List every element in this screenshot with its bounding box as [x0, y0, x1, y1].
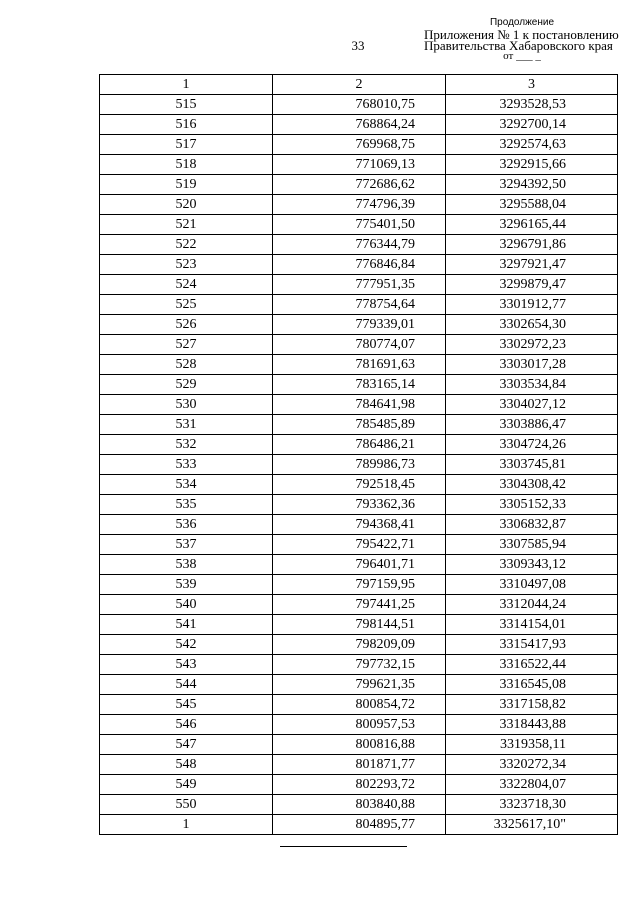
x-coordinate-cell: 795422,71 [273, 535, 446, 555]
page-number: 33 [351, 38, 365, 53]
table-row [100, 615, 618, 635]
x-coordinate-cell: 793362,36 [273, 495, 446, 515]
point-number-cell: 542 [100, 635, 273, 655]
y-coordinate-cell: 3309343,12 [446, 555, 618, 575]
point-number-cell: 521 [100, 215, 273, 235]
y-coordinate-cell: 3296791,86 [446, 235, 618, 255]
y-coordinate-cell: 3304308,42 [446, 475, 618, 495]
table-row [100, 535, 618, 555]
point-number-cell: 534 [100, 475, 273, 495]
point-number-cell: 1 [100, 815, 273, 835]
y-coordinate-cell: 3302972,23 [446, 335, 618, 355]
x-coordinate-cell: 774796,39 [273, 195, 446, 215]
table-header-row [100, 75, 618, 95]
table-row [100, 455, 618, 475]
table-body [100, 95, 618, 835]
point-number-cell: 531 [100, 415, 273, 435]
point-number-cell: 538 [100, 555, 273, 575]
table-row [100, 235, 618, 255]
point-number-cell: 545 [100, 695, 273, 715]
point-number-cell: 524 [100, 275, 273, 295]
x-coordinate-cell: 804895,77 [273, 815, 446, 835]
x-coordinate-cell: 780774,07 [273, 335, 446, 355]
x-coordinate-cell: 792518,45 [273, 475, 446, 495]
table-row [100, 595, 618, 615]
y-coordinate-cell: 3318443,88 [446, 715, 618, 735]
y-coordinate-cell: 3296165,44 [446, 215, 618, 235]
header-appendix-line: Приложения № 1 к постановлению [424, 27, 619, 42]
table-row [100, 255, 618, 275]
table-row [100, 275, 618, 295]
point-number-cell: 523 [100, 255, 273, 275]
table-row [100, 795, 618, 815]
y-coordinate-cell: 3303886,47 [446, 415, 618, 435]
table-row [100, 555, 618, 575]
table-header [100, 75, 618, 95]
table-row [100, 315, 618, 335]
y-coordinate-cell: 3292915,66 [446, 155, 618, 175]
point-number-cell: 547 [100, 735, 273, 755]
point-number-cell: 530 [100, 395, 273, 415]
y-coordinate-cell: 3292700,14 [446, 115, 618, 135]
x-coordinate-cell: 800957,53 [273, 715, 446, 735]
x-coordinate-cell: 786486,21 [273, 435, 446, 455]
table-row [100, 575, 618, 595]
point-number-cell: 518 [100, 155, 273, 175]
x-coordinate-cell: 789986,73 [273, 455, 446, 475]
y-coordinate-cell: 3304027,12 [446, 395, 618, 415]
y-coordinate-cell: 3303745,81 [446, 455, 618, 475]
point-number-cell: 529 [100, 375, 273, 395]
table-row [100, 335, 618, 355]
y-coordinate-cell: 3301912,77 [446, 295, 618, 315]
coordinates-table [99, 74, 618, 835]
y-coordinate-cell: 3315417,93 [446, 635, 618, 655]
y-coordinate-cell: 3325617,10" [446, 815, 618, 835]
column-header-2: 2 [273, 75, 446, 95]
table-row [100, 115, 618, 135]
point-number-cell: 522 [100, 235, 273, 255]
point-number-cell: 537 [100, 535, 273, 555]
y-coordinate-cell: 3297921,47 [446, 255, 618, 275]
table-row [100, 415, 618, 435]
x-coordinate-cell: 778754,64 [273, 295, 446, 315]
y-coordinate-cell: 3316522,44 [446, 655, 618, 675]
y-coordinate-cell: 3294392,50 [446, 175, 618, 195]
table-row [100, 155, 618, 175]
x-coordinate-cell: 800816,88 [273, 735, 446, 755]
x-coordinate-cell: 797159,95 [273, 575, 446, 595]
y-coordinate-cell: 3305152,33 [446, 495, 618, 515]
point-number-cell: 516 [100, 115, 273, 135]
table-row [100, 775, 618, 795]
y-coordinate-cell: 3316545,08 [446, 675, 618, 695]
point-number-cell: 549 [100, 775, 273, 795]
x-coordinate-cell: 768010,75 [273, 95, 446, 115]
point-number-cell: 536 [100, 515, 273, 535]
table-row [100, 355, 618, 375]
point-number-cell: 543 [100, 655, 273, 675]
column-header-1: 1 [100, 75, 273, 95]
table-row [100, 735, 618, 755]
closing-underline [280, 846, 407, 847]
table-row [100, 655, 618, 675]
table-row [100, 295, 618, 315]
table-row [100, 675, 618, 695]
x-coordinate-cell: 775401,50 [273, 215, 446, 235]
header-date-line: от ___ _ [503, 50, 541, 62]
table-row [100, 515, 618, 535]
y-coordinate-cell: 3303017,28 [446, 355, 618, 375]
x-coordinate-cell: 768864,24 [273, 115, 446, 135]
y-coordinate-cell: 3306832,87 [446, 515, 618, 535]
x-coordinate-cell: 797732,15 [273, 655, 446, 675]
point-number-cell: 526 [100, 315, 273, 335]
x-coordinate-cell: 800854,72 [273, 695, 446, 715]
point-number-cell: 546 [100, 715, 273, 735]
x-coordinate-cell: 803840,88 [273, 795, 446, 815]
y-coordinate-cell: 3312044,24 [446, 595, 618, 615]
y-coordinate-cell: 3323718,30 [446, 795, 618, 815]
y-coordinate-cell: 3317158,82 [446, 695, 618, 715]
x-coordinate-cell: 772686,62 [273, 175, 446, 195]
x-coordinate-cell: 794368,41 [273, 515, 446, 535]
x-coordinate-cell: 769968,75 [273, 135, 446, 155]
point-number-cell: 517 [100, 135, 273, 155]
y-coordinate-cell: 3322804,07 [446, 775, 618, 795]
y-coordinate-cell: 3292574,63 [446, 135, 618, 155]
x-coordinate-cell: 796401,71 [273, 555, 446, 575]
point-number-cell: 532 [100, 435, 273, 455]
y-coordinate-cell: 3319358,11 [446, 735, 618, 755]
y-coordinate-cell: 3304724,26 [446, 435, 618, 455]
point-number-cell: 519 [100, 175, 273, 195]
point-number-cell: 544 [100, 675, 273, 695]
y-coordinate-cell: 3314154,01 [446, 615, 618, 635]
table-row [100, 135, 618, 155]
point-number-cell: 535 [100, 495, 273, 515]
x-coordinate-cell: 779339,01 [273, 315, 446, 335]
x-coordinate-cell: 798209,09 [273, 635, 446, 655]
y-coordinate-cell: 3293528,53 [446, 95, 618, 115]
table-row [100, 95, 618, 115]
table-row [100, 215, 618, 235]
table-row [100, 635, 618, 655]
table-row [100, 815, 618, 835]
table-row [100, 195, 618, 215]
column-header-3: 3 [446, 75, 618, 95]
point-number-cell: 527 [100, 335, 273, 355]
x-coordinate-cell: 781691,63 [273, 355, 446, 375]
x-coordinate-cell: 798144,51 [273, 615, 446, 635]
x-coordinate-cell: 784641,98 [273, 395, 446, 415]
x-coordinate-cell: 801871,77 [273, 755, 446, 775]
x-coordinate-cell: 785485,89 [273, 415, 446, 435]
point-number-cell: 533 [100, 455, 273, 475]
y-coordinate-cell: 3302654,30 [446, 315, 618, 335]
table-row [100, 435, 618, 455]
y-coordinate-cell: 3320272,34 [446, 755, 618, 775]
table-row [100, 495, 618, 515]
point-number-cell: 550 [100, 795, 273, 815]
x-coordinate-cell: 783165,14 [273, 375, 446, 395]
point-number-cell: 515 [100, 95, 273, 115]
x-coordinate-cell: 799621,35 [273, 675, 446, 695]
y-coordinate-cell: 3295588,04 [446, 195, 618, 215]
x-coordinate-cell: 797441,25 [273, 595, 446, 615]
y-coordinate-cell: 3310497,08 [446, 575, 618, 595]
point-number-cell: 548 [100, 755, 273, 775]
header-government-line: Правительства Хабаровского края [424, 38, 613, 53]
x-coordinate-cell: 802293,72 [273, 775, 446, 795]
table-row [100, 175, 618, 195]
x-coordinate-cell: 776846,84 [273, 255, 446, 275]
y-coordinate-cell: 3299879,47 [446, 275, 618, 295]
point-number-cell: 540 [100, 595, 273, 615]
point-number-cell: 520 [100, 195, 273, 215]
table-row [100, 395, 618, 415]
header-continuation-label: Продолжение [489, 17, 555, 28]
table-row [100, 475, 618, 495]
point-number-cell: 525 [100, 295, 273, 315]
x-coordinate-cell: 771069,13 [273, 155, 446, 175]
table-row [100, 715, 618, 735]
x-coordinate-cell: 776344,79 [273, 235, 446, 255]
y-coordinate-cell: 3303534,84 [446, 375, 618, 395]
table-row [100, 695, 618, 715]
x-coordinate-cell: 777951,35 [273, 275, 446, 295]
point-number-cell: 528 [100, 355, 273, 375]
point-number-cell: 541 [100, 615, 273, 635]
point-number-cell: 539 [100, 575, 273, 595]
y-coordinate-cell: 3307585,94 [446, 535, 618, 555]
table-row [100, 375, 618, 395]
table-row [100, 755, 618, 775]
